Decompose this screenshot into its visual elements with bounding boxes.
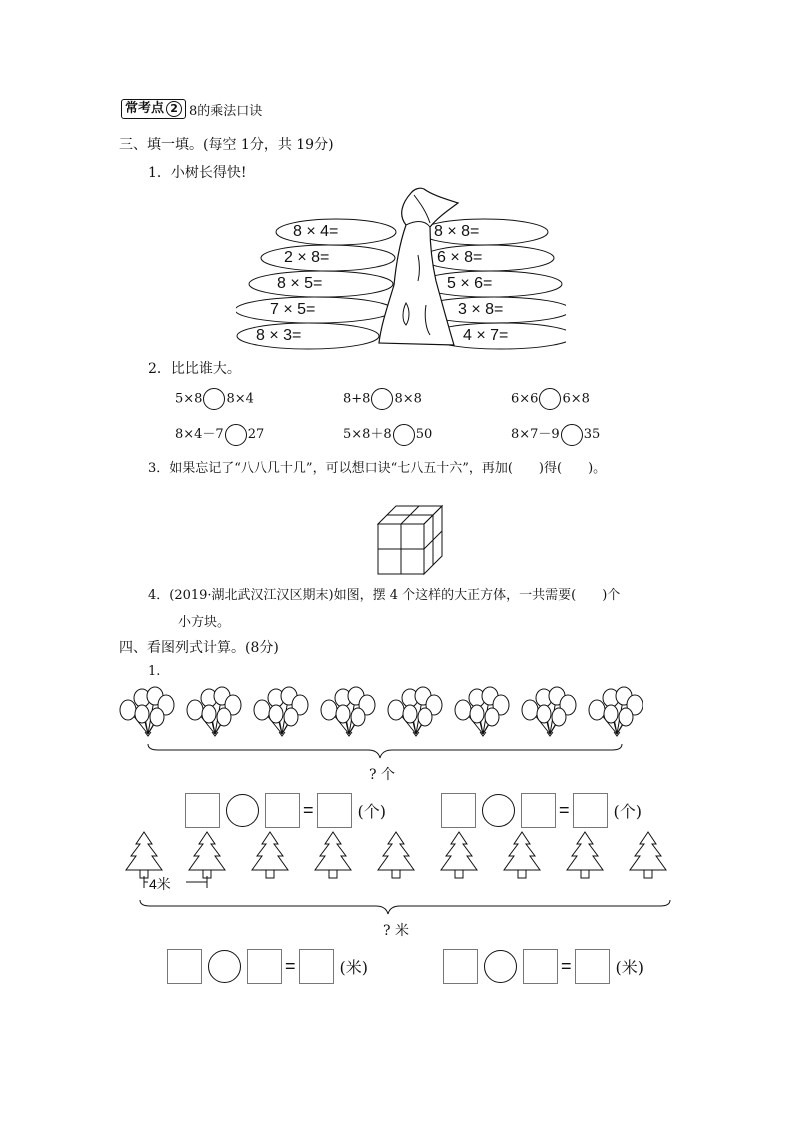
balloon-bunch-8 xyxy=(589,687,643,736)
answer-box[interactable] xyxy=(247,949,282,984)
section4-title: 四、看图列式计算。(8分) xyxy=(119,640,279,656)
cmp-2-2: 5×8＋8 50 xyxy=(343,423,432,446)
equation-balloons-b xyxy=(441,793,642,828)
equation-trees-a xyxy=(167,949,368,984)
pine-4 xyxy=(315,832,351,878)
answer-box[interactable] xyxy=(443,949,478,984)
compare-circle[interactable] xyxy=(371,388,393,410)
pine-1 xyxy=(126,832,162,878)
badge-text: 常考点 xyxy=(125,101,165,116)
tree-brace xyxy=(140,900,670,914)
left-item-4: 7 × 5= xyxy=(270,301,316,318)
cmp-1-2: 8+8 8×8 xyxy=(343,388,422,410)
measure-label: 4米 xyxy=(149,876,171,892)
equals-sign: = xyxy=(285,956,296,976)
left-item-5: 8 × 3= xyxy=(256,327,302,344)
balloon-question: ? 个 xyxy=(369,767,395,783)
pine-8 xyxy=(567,832,603,878)
balloon-brace xyxy=(148,744,622,758)
cmp-1-1: 5×8 8×4 xyxy=(175,388,254,410)
balloon-bunch-5 xyxy=(388,687,442,736)
left-item-1: 8 × 4= xyxy=(293,223,339,240)
pine-2 xyxy=(189,832,225,878)
cube-figure xyxy=(376,504,446,576)
balloon-bunch-6 xyxy=(455,687,509,736)
left-item-2: 2 × 8= xyxy=(284,249,330,266)
balloon-bunch-7 xyxy=(522,687,576,736)
answer-box[interactable] xyxy=(317,793,352,828)
operator-circle[interactable] xyxy=(208,950,241,983)
answer-box[interactable] xyxy=(441,793,476,828)
pine-6 xyxy=(441,832,477,878)
compare-circle[interactable] xyxy=(203,388,225,410)
pine-3 xyxy=(252,832,288,878)
q4-line2: 小方块。 xyxy=(178,615,231,630)
right-item-2: 6 × 8= xyxy=(437,249,483,266)
badge-number: 2 xyxy=(166,101,182,117)
q2-label: 2．比比谁大。 xyxy=(148,361,241,377)
balloon-bunch-3 xyxy=(254,687,308,736)
equation-balloons-a xyxy=(185,793,386,828)
left-item-3: 8 × 5= xyxy=(277,275,323,292)
operator-circle[interactable] xyxy=(482,794,515,827)
compare-circle[interactable] xyxy=(225,424,247,446)
balloon-bunch-2 xyxy=(187,687,241,736)
right-item-1: 8 × 8= xyxy=(434,223,480,240)
answer-box[interactable] xyxy=(523,949,558,984)
right-item-3: 5 × 6= xyxy=(447,275,493,292)
compare-circle[interactable] xyxy=(539,388,561,410)
answer-box[interactable] xyxy=(575,949,610,984)
tree-question: ? 米 xyxy=(383,923,409,939)
answer-box[interactable] xyxy=(299,949,334,984)
balloon-bunch-4 xyxy=(321,687,375,736)
unit-label: (米) xyxy=(615,958,645,977)
operator-circle[interactable] xyxy=(484,950,517,983)
unit-label: (米) xyxy=(339,958,369,977)
q4-line1: 4．(2019·湖北武汉江汉区期末)如图，摆 4 个这样的大正方体，一共需要( )个 xyxy=(148,588,621,603)
answer-box[interactable] xyxy=(265,793,300,828)
pine-5 xyxy=(378,832,414,878)
badge-box xyxy=(121,99,186,119)
balloon-bunch-1 xyxy=(120,687,174,736)
answer-box[interactable] xyxy=(167,949,202,984)
tree-row-figure xyxy=(118,826,678,918)
cmp-2-3: 8×7－9 35 xyxy=(511,423,600,446)
topic-title: 8的乘法口诀 xyxy=(189,103,263,119)
right-item-5: 4 × 7= xyxy=(463,327,509,344)
operator-circle[interactable] xyxy=(226,794,259,827)
unit-label: (个) xyxy=(357,802,387,821)
pine-7 xyxy=(504,832,540,878)
compare-circle[interactable] xyxy=(393,424,415,446)
q1-label: 1．小树长得快! xyxy=(148,165,247,181)
answer-box[interactable] xyxy=(573,793,608,828)
answer-box[interactable] xyxy=(521,793,556,828)
equation-trees-b xyxy=(443,949,644,984)
equals-sign: = xyxy=(303,800,314,820)
compare-circle[interactable] xyxy=(561,424,583,446)
pine-9 xyxy=(630,832,666,878)
topic-badge xyxy=(121,99,262,119)
answer-box[interactable] xyxy=(185,793,220,828)
cmp-1-3: 6×6 6×8 xyxy=(511,388,590,410)
section3-title: 三、填一填。(每空 1分，共 19分) xyxy=(119,137,334,153)
right-item-4: 3 × 8= xyxy=(458,301,504,318)
q3-text: 3．如果忘记了“八八几十几”，可以想口诀“七八五十六”，再加( )得( )。 xyxy=(148,461,607,476)
s4-q1-label: 1. xyxy=(148,664,161,679)
cmp-2-1: 8×4－7 27 xyxy=(175,423,264,446)
unit-label: (个) xyxy=(613,802,643,821)
equals-sign: = xyxy=(559,800,570,820)
balloon-figure xyxy=(118,684,643,764)
equals-sign: = xyxy=(561,956,572,976)
